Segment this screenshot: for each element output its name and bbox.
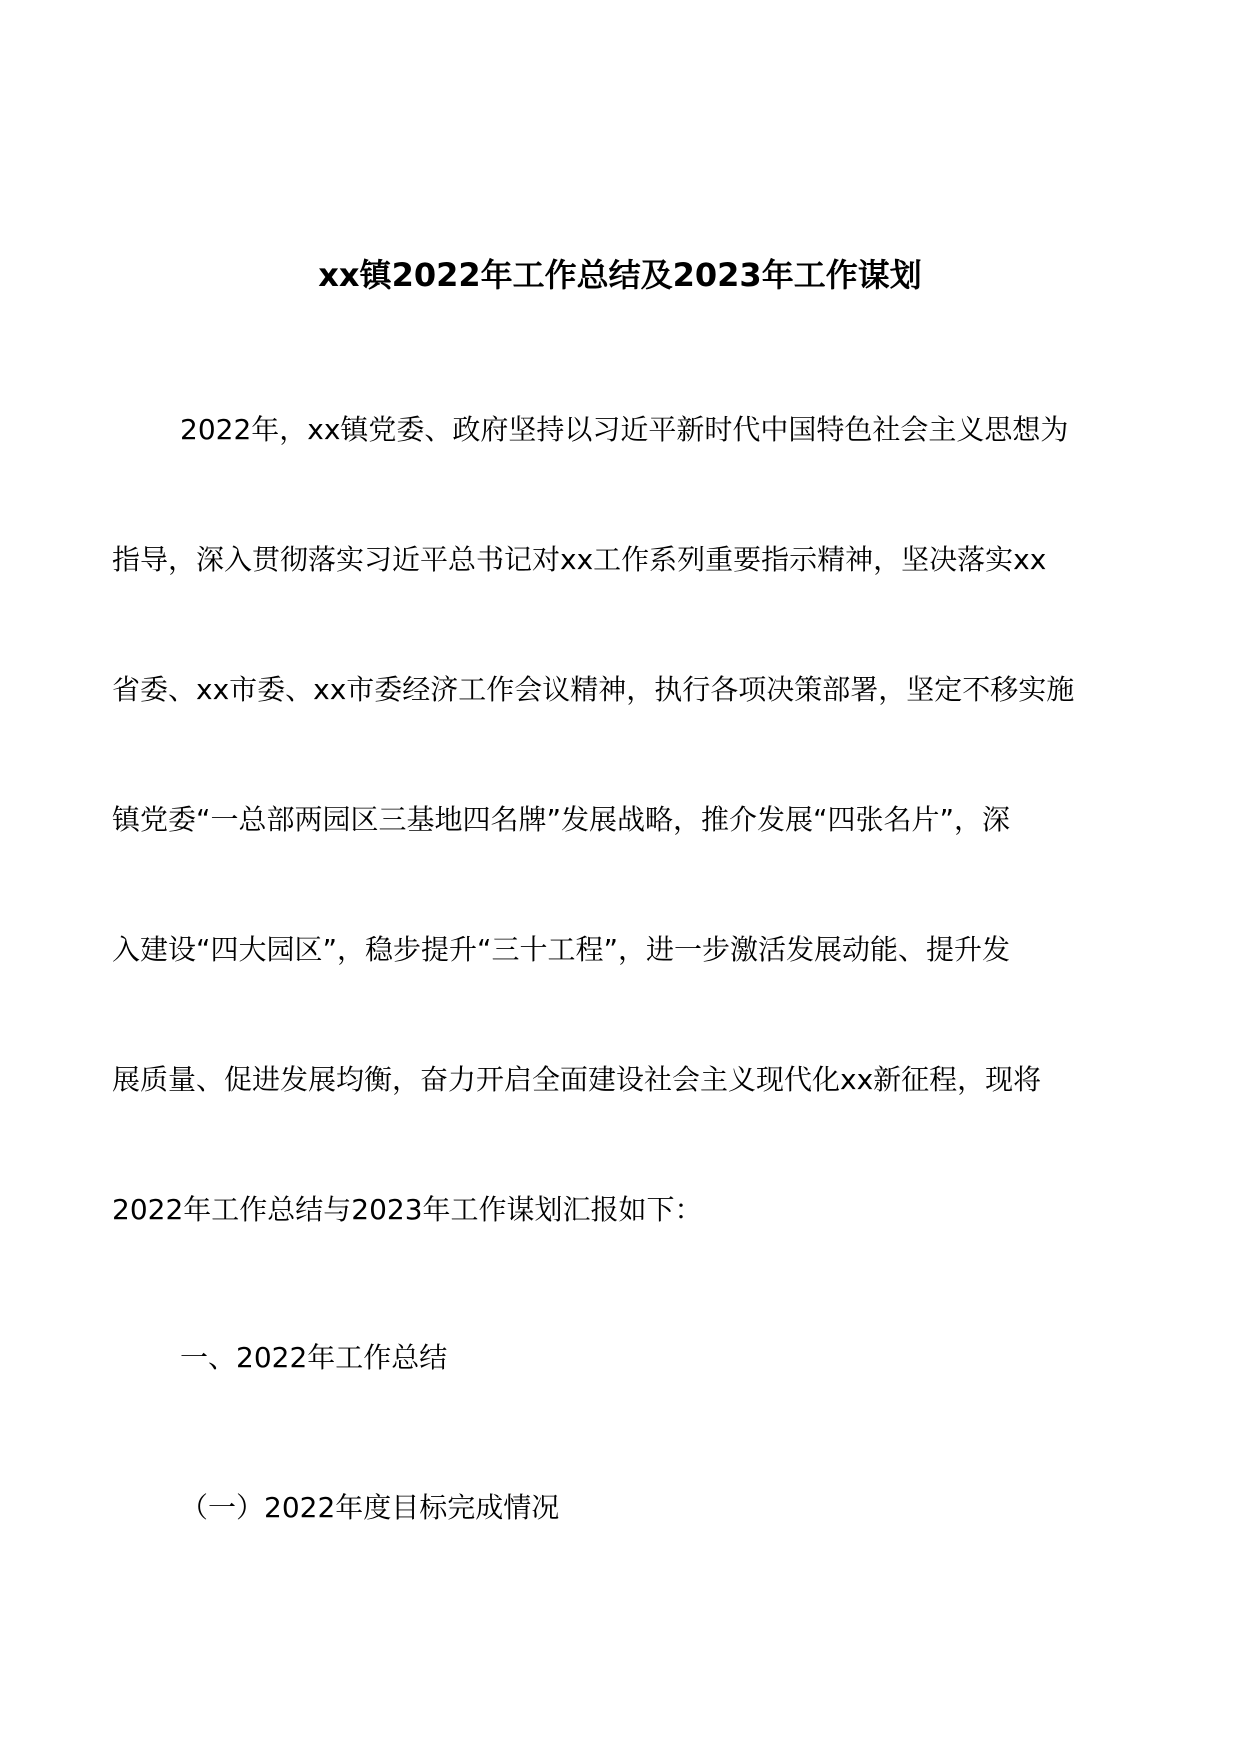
intro-line-7: 2022年工作总结与2023年工作谋划汇报如下：	[112, 1193, 703, 1226]
intro-line-4: 镇党委“一总部两园区三基地四名牌”发展战略，推介发展“四张名片”，深	[112, 803, 1011, 836]
intro-line-6: 展质量、促进发展均衡，奋力开启全面建设社会主义现代化xx新征程，现将	[112, 1063, 1042, 1096]
intro-line-5: 入建设“四大园区”，稳步提升“三十工程”，进一步激活发展动能、提升发	[112, 933, 1011, 966]
section-heading: 一、2022年工作总结	[180, 1341, 448, 1374]
document-title: xx镇2022年工作总结及2023年工作谋划	[318, 256, 922, 294]
subsection-heading: （一）2022年度目标完成情况	[180, 1491, 560, 1524]
intro-line-1: 2022年，xx镇党委、政府坚持以习近平新时代中国特色社会主义思想为	[180, 413, 1069, 446]
intro-line-2: 指导，深入贯彻落实习近平总书记对xx工作系列重要指示精神，坚决落实xx	[112, 543, 1047, 576]
intro-line-3: 省委、xx市委、xx市委经济工作会议精神，执行各项决策部署，坚定不移实施	[112, 673, 1075, 706]
